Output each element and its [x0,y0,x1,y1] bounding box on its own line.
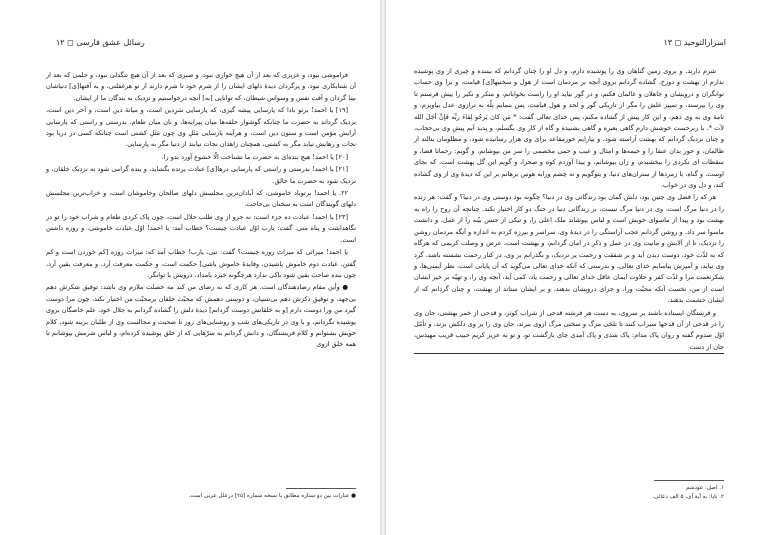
paragraph: [۲۱] یا احمد! بدرستی و راستی که پارسایی درها[ی] عبادت برنده بگشاید، و بنده گرامی شود به نزدیک خلقان، و نزدیک شود به حضرت ما خالق. [46,165,356,185]
paragraph: [۲۳] یا احمد! عبادت ده جزء است: نه جزو از وی طلب حلال است، چون پاک کردی طعام و شراب خود را تو در نگاهداشت و پناه منی. گفت: یارب اوّل عبادت چیست؟ خطاب آمد: یا احمد! اوّل عبادت خاموشی، و روزه داشتن است. [46,212,356,244]
body-text [46,70,356,352]
paragraph: و فرشتگان ایستاده باشند بر سروی، به دست هر فرشته قدحی از شراب کوثر، و قدحی از خمر بهشتی، جان وی را در قدحی از آن قدحها سیراب کنند تا تلخی مرگ و سختی مرگ ازوی ببرند، جان وی را بر وی دلکش برند، و تأمّل اوّل صدوم گفته و روان پاک مدام: پاک شدی و پاک آمدی چای بازگشت تو، و تو به عزیز کریم حبیب قریب مهیدس، جان از دست [414,308,724,355]
paragraph: یا احمد! میراثی که میراث روزه چیست؟ گفت: نبی، یارب! خطاب آمد که: میراث روزه [کم خوردن است و کم گفتن. عبادت دوم خاموش باشیدن، وفایدهٔ خاموش باشی] حکمت است، و حکمت معرفت آرد، و معرفت یقین آرد، چون بنده صاحب یقین شود باکی ندارد هرچگونه خیزد بامداد، درویش یا توانگر. [46,248,356,279]
paragraph: فراموشی نبود، و عزیزی که بعد از آن هیچ خواری نبود، و صبری که بعد از آن هیچ تنگدلی نبود، و حلمی که بعد از آن شتابکاری نبود، و پرگردان دیدهٔ دلهای ایشان را از شرم خود تا شرم دارند از تو هرغفلتی، و به آفتها[ی] دنیاشان بینا گردان و آفت نفس و وسواس شیطان، که توانایی [به] آنچه درخواستیم و نزدیک به بندگان ما از ایشان. [46,71,356,102]
paragraph: شرم دارند. و بروی زمین گناهان وی را پوشیده دارم، و دل او را چنان گردانم که بیننده و چیزی از وی پوشیده ندارم از بهشت و دوزخ، گشاده گردانم بروی آنچه بر مردمان است از هول و سختیها[ی] قیامت، و برا وی حساب توانگران و درویشان و جاهلان و عالمان فکنم، و در گور بیاید او را راست بخوابانم، و منکر و نکیر را پیش فرستم تا وی را بپرسند، و تمییز غلش را مگر از تاریکی گور و لحد و هول قیامت، پس بنمایم پلّه به ترازوی عدل بیاویزم، و نامهٔ وی به وی دهم، و این کار پیش از گشاده مکنم، پس خدای تعالی گفت: * مَن کانَ یَرجُو لِقاءَ ربِّه فَإنَّ أجَلَ الله لآت *. با زبرحست خوشش دارم گاهی بعیره و گاهی بشنیده و گاه از کار وی بگسلم، و پدید آیم پیش وی بی‌حجاب، و چنان نزدیک گردانم که بهشت آراسته شود، و بیارایم خورمقاعد برای وی هزار رسانیده شود، و مظلومان بنالند از ظالمان، و حور بدان عنقا را و خیمه‌ها و امثال و عیب و حمی مخصمی را سر من بپوشانم، و گویم: رحمانا قضا، و سقطات ای نکردی را ببخشیدم، و زان بپوشانم، و پیدا آوردم کوه و صحرا، و گویم این گل بهشت است، که بجای اوست، و گناه، با زمردها از ستران‌های دنیا، و بتوگویم و نه چشم ورابه هوس برهانم بر این که دیدهٔ وی از وی گشاده کند، و دل وی در خواب. [414,67,724,190]
paragraph: ۲۲. یا احمد! برتوباد خاموشی، که آبادان‌ترین مجلسش دلهای صالحان وخاموشان است، و خراب‌ترین مجلسش دلهای گویندگان است به سخنان بی‌حاجت. [46,189,356,209]
running-head: ۱۲ ◻ رسائل عشق فارسی [56,38,145,47]
footnotes [46,492,356,501]
footnote: ۱. اصل: عودشم [686,485,724,491]
paragraph: [۲۰] یا احمد! هیچ بنده‌ای به حضرت ما نشناخت الّا خشوع آورد بدو را. [161,152,348,161]
paragraph: ● وأین مقام رضادهندگان است. هر کاری که به رضای من کند مه خصلت ملازم وی باشد: توفیق شکرش دهم بی‌جهد، و توفیق ذکرش دهم بی‌نسیان، و دوستی دهمش که محبّت خلقان برمحبّت من اختیار نکند، چون مرا دوست گیرد من ورا دوست دارم [و به خلقانش دوست گردانم] دیدهٔ دلش را گشاده گردانم به جلال خود، علم خاصگان بروی پوشیده نگردانم، و با وی در تاریکی‌های شب و روشنایی‌های روز تا صحبت و مجالست وی از طلبان برینه شود، کلام خویش بشنوانم و کلام فریشتگان، و دانش گردانم به سرّهایی که از خلق پوشیده کرده‌ام، و لباس شرمش بپوشانم تا همه خلق ازوی [46,283,356,349]
paragraph: هر که را فضل وی چنین بود، دلش گمان بود زندگانی وی در دنیا؟ چگونه بود دوستی وی در دنیا؟ و گفت: هر زنده را در دنیا مرگ است، وی در دنیا مرگ نیست، بر زندگانی دنیا در جنگ دو کار اختیار نکند. چنانچه آن روح را راه به بهشت بود و پیدا از ماسوای خویش است و لباس بپوشاند ملک اعلی را، و نیکی از جنس بیّنه را از عمل، و دانشت ماسوا سر داد. و روشن گردانم عجب آراستگی را در دیدهٔ وی. سراسر و بیرزه کردم به اندازه و آنگه مردمان روشن را نزدیک، تا از آلایش و مانیت وی در عمل و ذکر در امان گردانم، و بهشت است، عرض و وصلت کریمی که هرگاه که به لذّت خود، دوست دیدن آید و بر شفقت و رحمت پر نزدیک، و بگذرانم بر وی، در کنار رحمت نشسته باشد، گرد وی نیاید، و آمیزش بیاسایم خدای تعالی، و بدرستی که آنکه خدای تعالی می‌گوید که آن پایانی است، نظر آیمنی‌ها، و شکرنعمت مرا و لذّت کفر و حلاوت ایمان عاقل خدای تعالی و رحمت یاد، کمی آید، آنچه وی را، و تهیّه بر خیر ایشان است از من، نخست آنکه محبّت ورا، و جزای درویشان بدهند، و بر ایشان ستاند از بهشت، و چنان گردانم که از ایشان حشمت بدهند. [414,193,724,305]
right-page [390,18,752,528]
running-head: اسرارالتوحید ◻ ۱۳ [663,38,726,47]
body-text [414,66,724,355]
footnote: ۲. بایا: به آیة آی، ۵ الف دعائی. [652,493,724,500]
footnote-rule [286,488,356,489]
book-gutter [380,0,386,535]
footnote: ● عبارات بین دو ستاره مطابق با نسخه شماره [۲۵] درعلل عربی است. [188,493,356,499]
footnotes [414,484,724,501]
paragraph: [۱۹] یا احمد! برتو بادا که پارسایی پیشه گیری، که پارسایی سَرِدین است، و میانهٔ دین است، و آخر دین است، نزدیک گرداند به حضرت ما چنانکه گوشوار حلقه‌ها میان پیرایه‌ها، و نان میان طعام. بدرستی و راستی که پارسایی آرایش مؤمن است و ستون دین است، و هرآینه پارسایی مَثَلِ وی چون مَثَلِ کشتی است چنانکه کسی در دریا بود نجات و رهایش نیابد مگر به کشتی، همچنان زاهدان نجات نیابند از دنیا مگر به پارسایی. [46,106,356,149]
left-page [16,18,378,528]
footnote-rule [654,480,724,481]
